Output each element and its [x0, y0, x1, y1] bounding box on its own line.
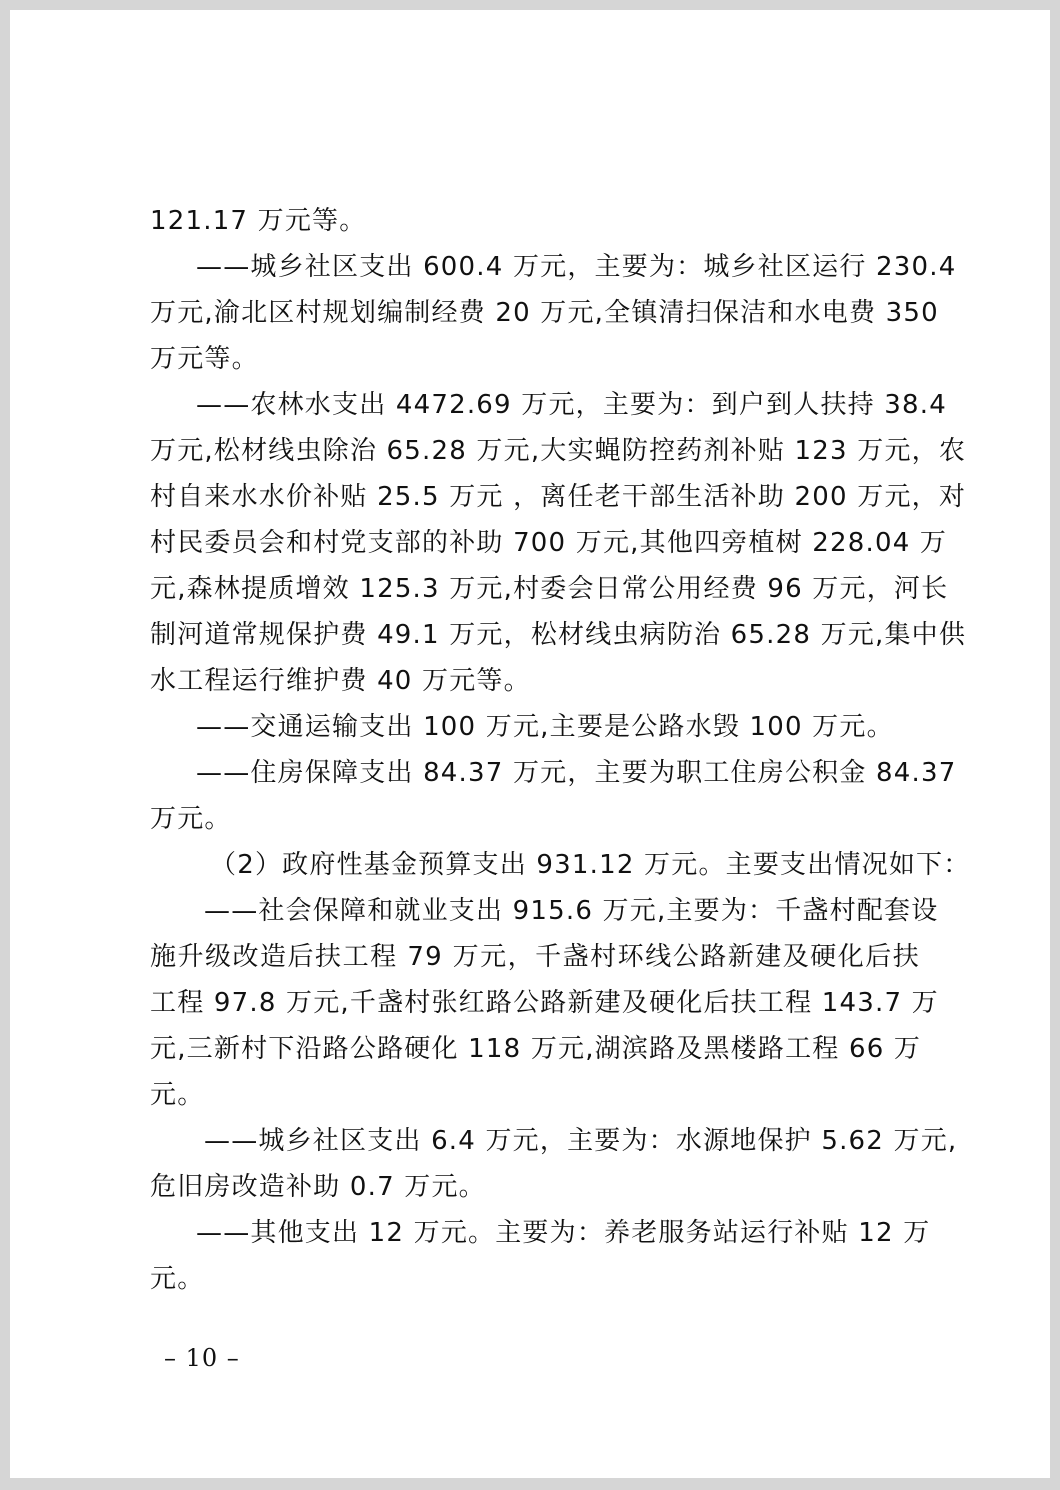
- text-line-3: 万元,渝北区村规划编制经费 20 万元,全镇清扫保洁和水电费 350: [150, 298, 939, 328]
- text-line-18: 工程 97.8 万元,千盏村张红路公路新建及硬化后扶工程 143.7 万: [150, 988, 939, 1018]
- text-line-11: 水工程运行维护费 40 万元等。: [150, 666, 531, 696]
- text-line-16: ——社会保障和就业支出 915.6 万元,主要为：千盏村配套设: [204, 896, 939, 926]
- text-line-7: 村自来水水价补贴 25.5 万元 ，离任老干部生活补助 200 万元，对: [150, 482, 967, 512]
- text-line-14: 万元。: [150, 804, 232, 834]
- text-line-6: 万元,松材线虫除治 65.28 万元,大实蝇防控药剂补贴 123 万元，农: [150, 436, 967, 466]
- text-line-2: ——城乡社区支出 600.4 万元，主要为：城乡社区运行 230.4: [196, 252, 957, 282]
- text-line-23: ——其他支出 12 万元。主要为：养老服务站运行补贴 12 万: [196, 1218, 931, 1248]
- text-line-22: 危旧房改造补助 0.7 万元。: [150, 1172, 486, 1202]
- text-line-17: 施升级改造后扶工程 79 万元，千盏村环线公路新建及硬化后扶: [150, 942, 920, 972]
- text-line-12: ——交通运输支出 100 万元,主要是公路水毁 100 万元。: [196, 712, 894, 742]
- text-line-1: 121.17 万元等。: [150, 206, 367, 236]
- text-line-9: 元,森林提质增效 125.3 万元,村委会日常公用经费 96 万元，河长: [150, 574, 949, 604]
- text-line-8: 村民委员会和村党支部的补助 700 万元,其他四旁植树 228.04 万: [150, 528, 948, 558]
- text-line-21: ——城乡社区支出 6.4 万元，主要为：水源地保护 5.62 万元,: [204, 1126, 958, 1156]
- document-page: [10, 10, 1050, 1478]
- text-line-20: 元。: [150, 1080, 205, 1110]
- text-line-10: 制河道常规保护费 49.1 万元，松材线虫病防治 65.28 万元,集中供: [150, 620, 967, 650]
- text-line-19: 元,三新村下沿路公路硬化 118 万元,湖滨路及黑楼路工程 66 万: [150, 1034, 922, 1064]
- page-number: – 10 –: [164, 1344, 240, 1372]
- text-line-24: 元。: [150, 1264, 205, 1294]
- text-line-5: ——农林水支出 4472.69 万元，主要为：到户到人扶持 38.4: [196, 390, 948, 420]
- text-line-4: 万元等。: [150, 344, 259, 374]
- section-heading-government-fund: （2）政府性基金预算支出 931.12 万元。主要支出情况如下：: [210, 850, 971, 880]
- text-line-13: ——住房保障支出 84.37 万元，主要为职工住房公积金 84.37: [196, 758, 957, 788]
